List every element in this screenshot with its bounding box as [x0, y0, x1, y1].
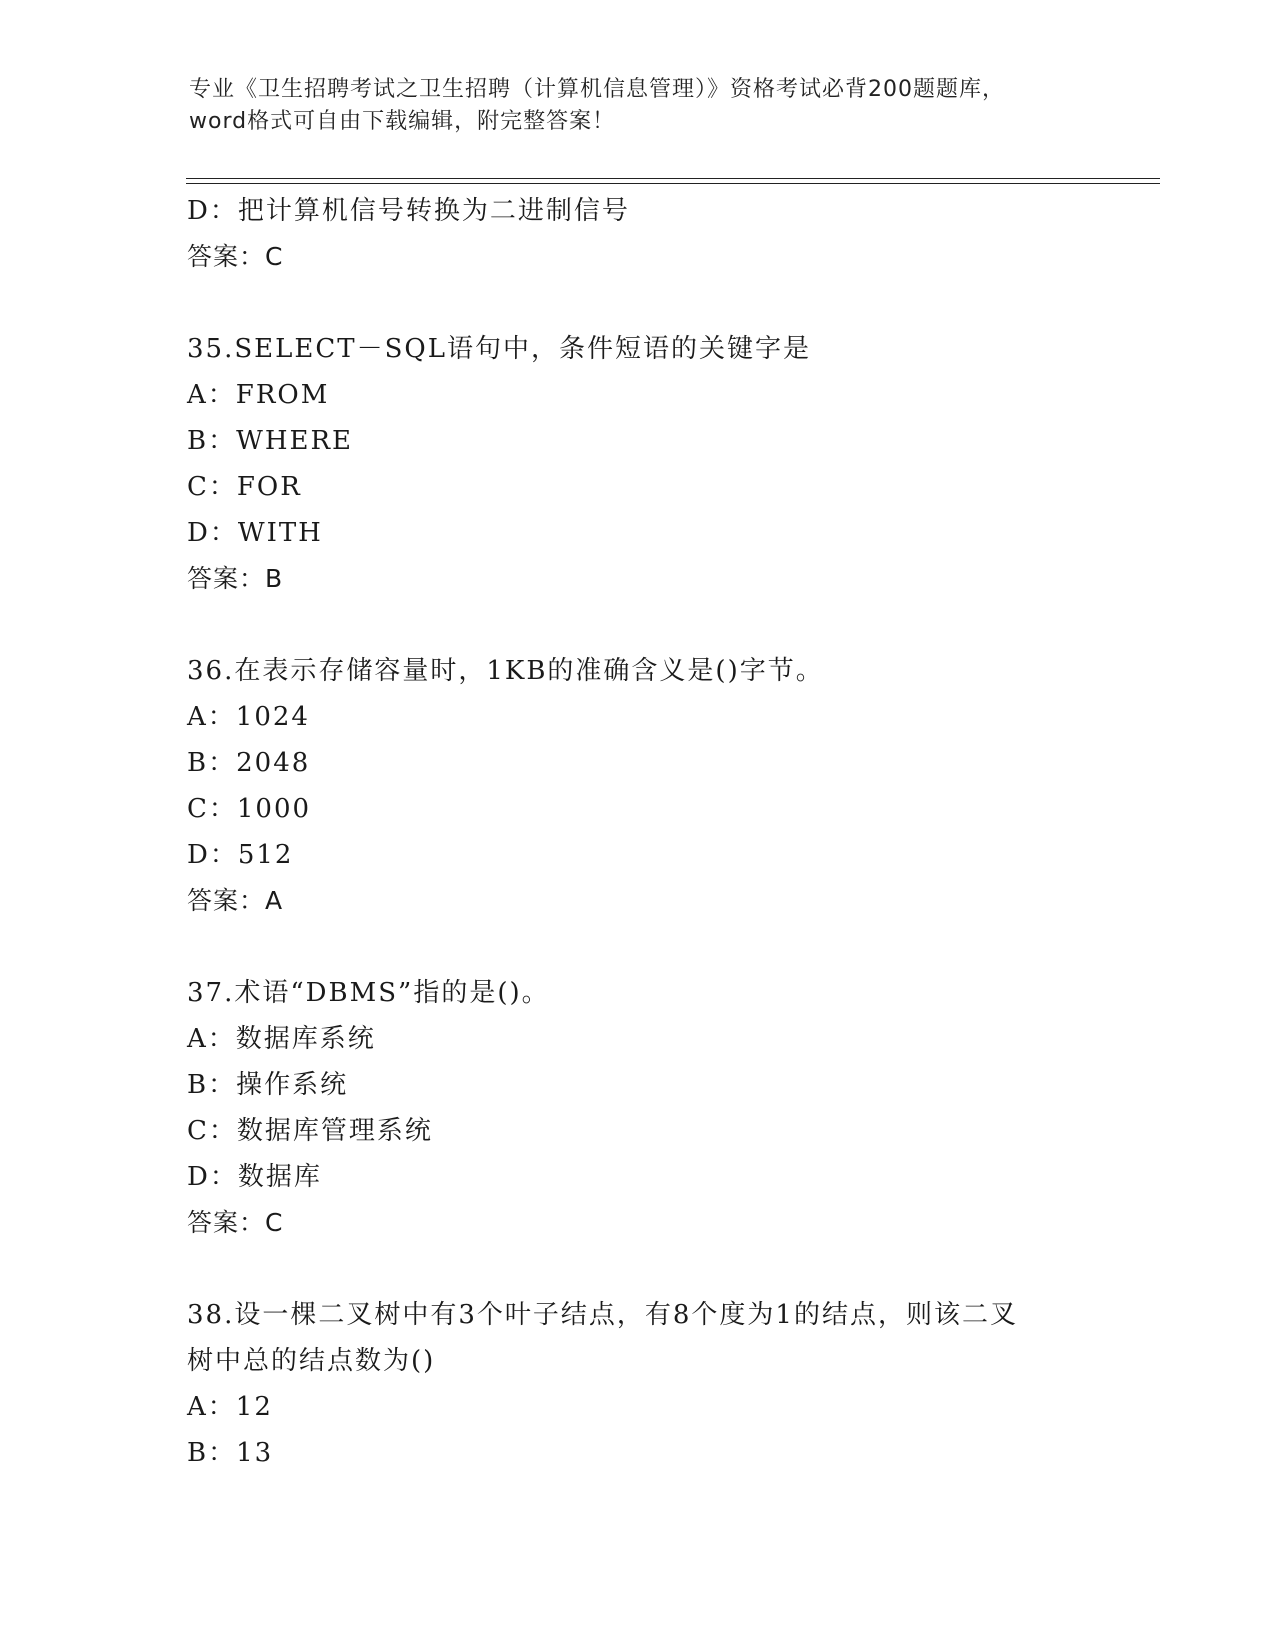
- question-block-35: [187, 326, 1087, 602]
- option-b: B：操作系统: [187, 1070, 349, 1100]
- question-text-line-2: 树中总的结点数为(): [187, 1346, 436, 1376]
- option-c: C：1000: [187, 794, 312, 824]
- option-c: C：数据库管理系统: [187, 1116, 433, 1146]
- option-d: D：512: [187, 840, 294, 870]
- header-divider-bottom: [186, 183, 1160, 184]
- option-d: D：WITH: [187, 518, 323, 548]
- option-a: A：FROM: [187, 380, 330, 410]
- spacer: [187, 280, 1087, 326]
- spacer: [187, 1246, 1087, 1292]
- question-list: [187, 188, 1087, 1476]
- option-d: D：数据库: [187, 1162, 322, 1192]
- option-b: B：2048: [187, 748, 311, 778]
- header-line-1: 专业《卫生招聘考试之卫生招聘（计算机信息管理）》资格考试必背200题题库，: [189, 77, 1005, 102]
- question-text-line-1: 38.设一棵二叉树中有3个叶子结点，有8个度为1的结点，则该二叉: [187, 1300, 1018, 1330]
- question-block-37: [187, 970, 1087, 1246]
- option-b: B：WHERE: [187, 426, 354, 456]
- header-divider-top: [186, 178, 1160, 179]
- question-text: 35.SELECT－SQL语句中，条件短语的关键字是: [187, 334, 812, 364]
- option-d: D：把计算机信号转换为二进制信号: [187, 196, 630, 226]
- question-block-36: [187, 648, 1087, 924]
- header-line-2: word格式可自由下载编辑，附完整答案！: [189, 109, 616, 134]
- spacer: [187, 602, 1087, 648]
- option-a: A：1024: [187, 702, 310, 732]
- answer: 答案：C: [187, 1208, 284, 1237]
- answer: 答案：C: [187, 242, 284, 271]
- question-text: 37.术语“DBMS”指的是()。: [187, 978, 550, 1008]
- document-header: [189, 74, 1089, 138]
- question-text: 36.在表示存储容量时，1KB的准确含义是()字节。: [187, 656, 824, 686]
- option-a: A：12: [187, 1392, 273, 1422]
- option-c: C：FOR: [187, 472, 302, 502]
- question-block-34: [187, 188, 1087, 280]
- spacer: [187, 924, 1087, 970]
- answer: 答案：A: [187, 886, 284, 915]
- option-a: A：数据库系统: [187, 1024, 376, 1054]
- answer: 答案：B: [187, 564, 284, 593]
- option-b: B：13: [187, 1438, 274, 1468]
- question-block-38: [187, 1292, 1087, 1476]
